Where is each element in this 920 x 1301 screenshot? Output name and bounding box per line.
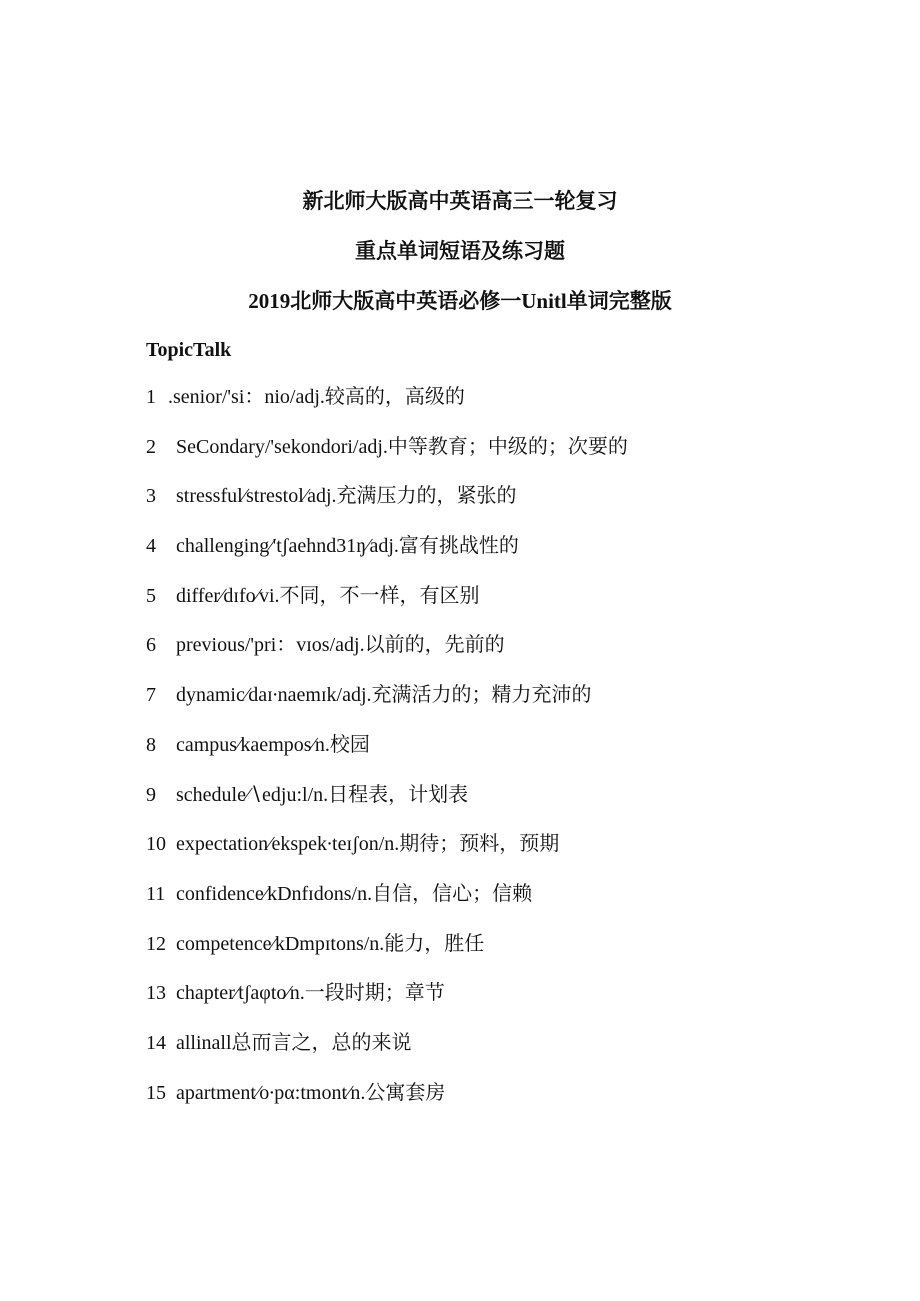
vocab-item <box>146 1031 628 1081</box>
item-number: 9 <box>146 783 156 806</box>
vocab-item <box>146 932 628 982</box>
item-text: confidence∕kDnfɪdons/n.自信，信心；信赖 <box>176 882 533 905</box>
item-number: 7 <box>146 684 156 707</box>
item-text: schedule∕∖edju:l/n.日程表，计划表 <box>176 783 469 806</box>
vocab-item <box>146 534 628 584</box>
item-text: differ∕dɪfo∕vi.不同，不一样，有区别 <box>176 584 480 607</box>
item-number: 6 <box>146 634 156 657</box>
item-number: 8 <box>146 733 156 756</box>
item-number: 14 <box>146 1031 166 1054</box>
document-heading: 2019北师大版高中英语必修一Unitl单词完整版 <box>248 289 672 313</box>
vocab-item <box>146 385 628 435</box>
vocab-item <box>146 733 628 783</box>
item-number: 10 <box>146 833 166 856</box>
item-number: 13 <box>146 982 166 1005</box>
vocabulary-list <box>146 385 628 1130</box>
vocab-item <box>146 882 628 932</box>
item-text: SeCondary/'sekondori/adj.中等教育；中级的；次要的 <box>176 435 628 458</box>
item-number: 12 <box>146 932 166 955</box>
document-subtitle: 重点单词短语及练习题 <box>355 239 565 263</box>
vocab-item <box>146 783 628 833</box>
item-number: 15 <box>146 1081 166 1104</box>
vocab-item <box>146 981 628 1031</box>
item-number: 4 <box>146 535 156 558</box>
section-heading: TopicTalk <box>146 339 232 361</box>
item-text: dynamic∕daɪ∙naemɪk/adj.充满活力的；精力充沛的 <box>176 684 592 707</box>
vocab-item <box>146 683 628 733</box>
item-text: apartment∕o∙pα:tmont∕n.公寓套房 <box>176 1081 446 1104</box>
vocab-item <box>146 435 628 485</box>
vocab-item <box>146 633 628 683</box>
document-title: 新北师大版高中英语高三一轮复习 <box>302 189 618 213</box>
item-text: challenging∕'tʃaehnd31ŋ∕adj.富有挑战性的 <box>176 535 519 558</box>
item-text: expectation∕ekspek∙teɪʃon/n.期待；预料，预期 <box>176 833 560 856</box>
item-text: .senior/'si：nio/adj.较高的，高级的 <box>168 386 465 408</box>
vocab-item <box>146 484 628 534</box>
item-text: allinall总而言之，总的来说 <box>176 1031 412 1054</box>
item-number: 2 <box>146 435 156 458</box>
item-number: 5 <box>146 584 156 607</box>
item-number: 1 <box>146 386 156 408</box>
item-text: previous/'pri：vɪos/adj.以前的，先前的 <box>176 634 505 657</box>
item-text: competence∕kDmpɪtons/n.能力，胜任 <box>176 932 485 955</box>
vocab-item <box>146 1081 628 1131</box>
vocab-item <box>146 584 628 634</box>
vocab-item <box>146 832 628 882</box>
item-number: 11 <box>146 882 166 905</box>
item-text: campus∕kaempos∕n.校园 <box>176 733 370 756</box>
item-text: stressful∕strestol∕adj.充满压力的，紧张的 <box>176 485 517 508</box>
item-text: chapter∕tʃaφto∕n.一段时期；章节 <box>176 982 445 1005</box>
item-number: 3 <box>146 485 156 508</box>
